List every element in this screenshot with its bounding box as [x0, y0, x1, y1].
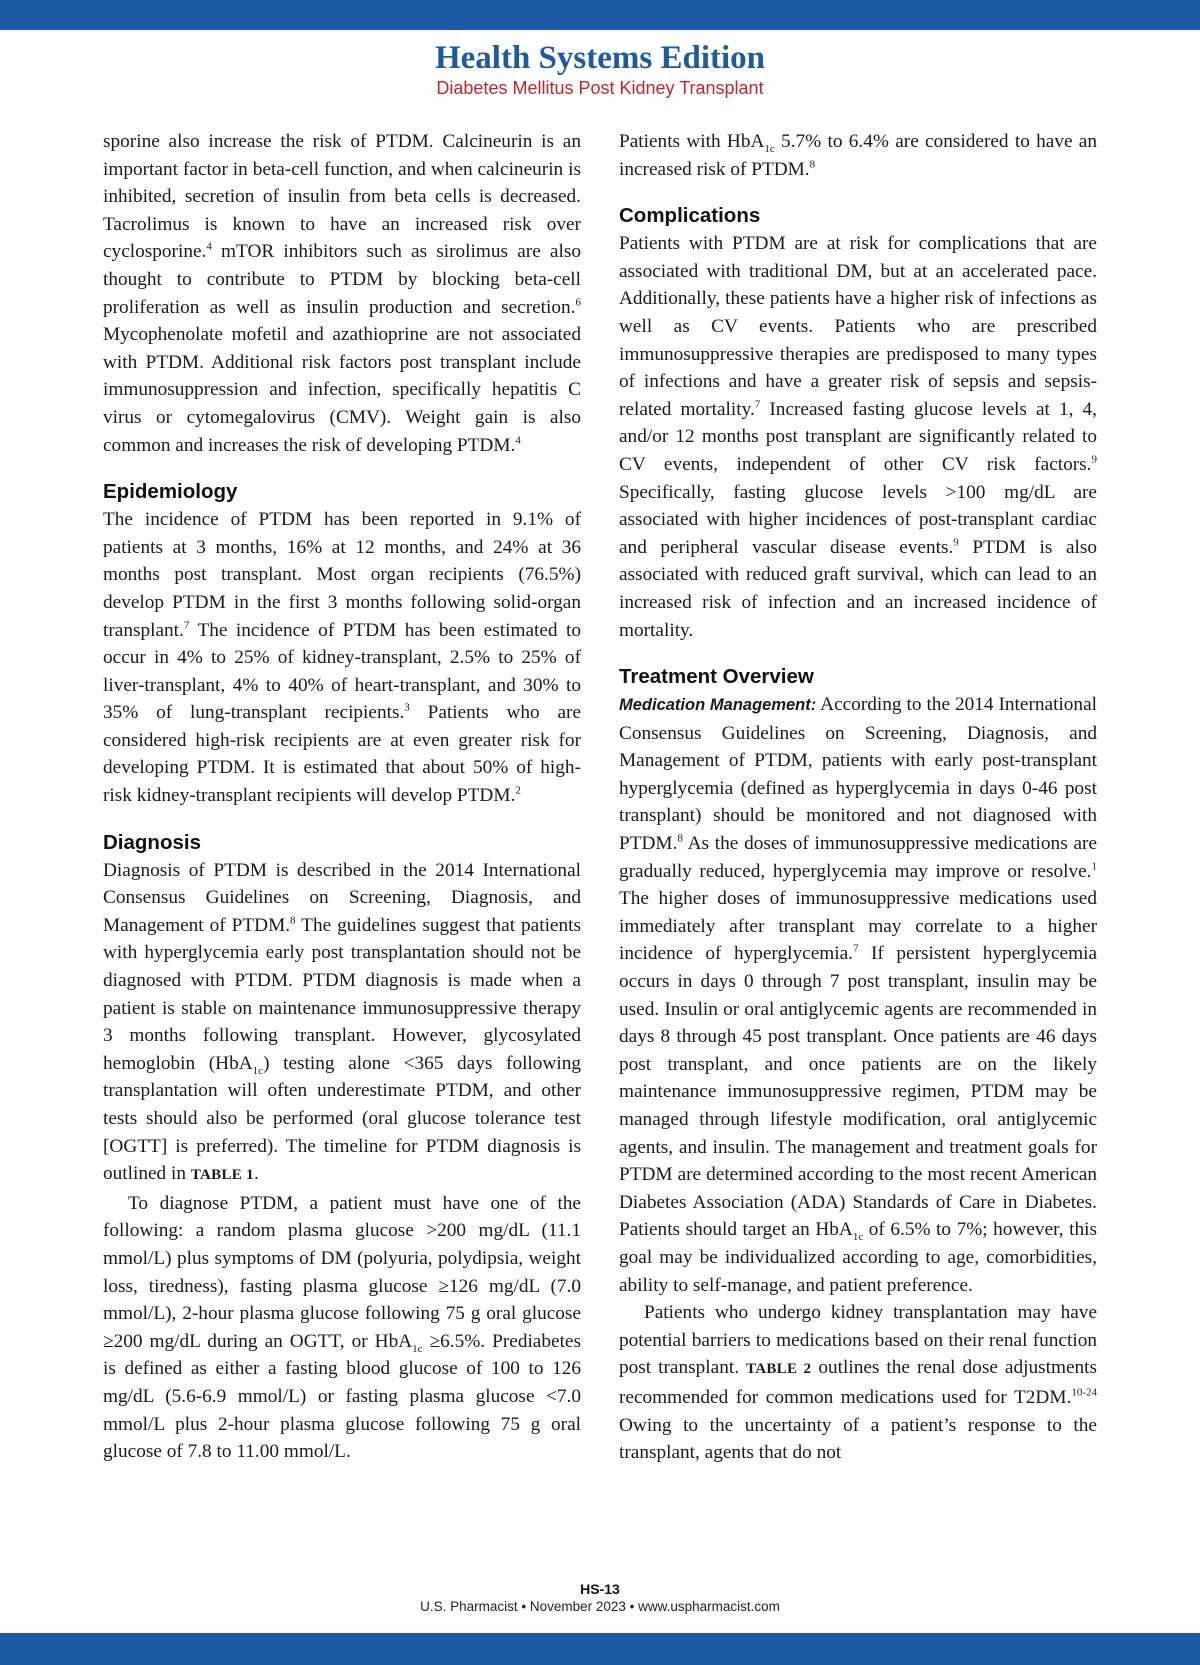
left-column [103, 128, 581, 1466]
right-column [619, 128, 1097, 1467]
masthead [0, 40, 1200, 100]
table-1-reference: TABLE 1 [190, 1167, 254, 1184]
table-2-reference: TABLE 2 [746, 1361, 812, 1378]
heading-treatment-overview: Treatment Overview [619, 665, 814, 689]
paragraph-complications: Patients with PTDM are at risk for complications that are associated with traditional DM, but at an accelerated pace. Additionally, these patients have a higher risk of infections as well as CV events. Patients who are prescribed immunosuppressive therapies are predisposed to many types of infections and have a greater risk of sepsis and sepsis-related mortality.$^7$ Increased fasting glucose levels at 1, 4, and/or 12 months post transplant are significantly related to CV events, independent of other CV risk factors.$^9$ Specifically, fasting glucose levels >100 mg/dL are associated with higher incidences of post-transplant cardiac and peripheral vascular disease events.$^9$ PTDM is also associated with reduced graft survival, which can lead to an increased risk of infection and an increased incidence of mortality. [619, 233, 1098, 641]
paragraph-medication-management: Medication Management: According to the 2014 International Consensus Guidelines on Screening, Diagnosis, and Management of PTDM, patients with early post-transplant hyperglycemia (defined as hyperglycemia in days 0-46 post transplant) should be monitored and not diagnosed with PTDM.$^8$ As the doses of immunosuppressive medications are gradually reduced, hyperglycemia may improve or resolve.$^1$ The higher doses of immunosuppressive medications used immediately after transplant may correlate to a higher incidence of hyperglycemia.$^7$ If persistent hyperglycemia occurs in days 0 through 7 post transplant, insulin may be used. Insulin or oral antiglycemic agents are recommended in days 8 through 45 post transplant. Once patients are 46 days post transplant, and once patients are on the likely maintenance immunosuppressive regimen, PTDM may be managed through lifestyle modification, oral antiglycemic agents, and insulin. The management and treatment goals for PTDM are determined according to the most recent American Diabetes Association (ADA) Standards of Care in Diabetes. Patients should target an HbA$_{1c}$ of 6.5% to 7%; however, this goal may be individualized according to age, comorbidities, ability to self-manage, and patient preference. [619, 694, 1097, 1296]
paragraph-diagnostic-criteria: To diagnose PTDM, a patient must have one of the following: a random plasma glucose >200 mg/dL (11.1 mmol/L) plus symptoms of DM (polyuria, polydipsia, weight loss, tiredness), fasting plasma glucose ≥126 mg/dL (7.0 mmol/L), 2-hour plasma glucose following 75 g oral glucose ≥200 mg/dL during an OGTT, or HbA$_{1c}$ ≥6.5%. Prediabetes is defined as either a fasting blood glucose of 100 to 126 mg/dL (5.6-6.9 mmol/L) or fasting plasma glucose <7.0 mmol/L plus 2-hour plasma glucose following 75 g oral glucose of 7.8 to 11.00 mmol/L. [103, 1192, 581, 1463]
paragraph-epidemiology: The incidence of PTDM has been reported in 9.1% of patients at 3 months, 16% at 12 months, and 24% at 36 months post transplant. Most organ recipients (76.5%) develop PTDM in the first 3 months following solid-organ transplant.$^7$ The incidence of PTDM has been estimated to occur in 4% to 25% of kidney-transplant, 2.5% to 25% of liver-transplant, 4% to 40% of heart-transplant, and 30% to 35% of lung-transplant recipients.$^3$ Patients who are considered high-risk recipients are at even greater risk for developing PTDM. It is estimated that about 50% of high-risk kidney-transplant recipients will develop PTDM.$^2$ [103, 509, 581, 807]
heading-complications: Complications [619, 204, 761, 228]
paragraph-diagnosis: Diagnosis of PTDM is described in the 2014 International Consensus Guidelines on Screening, Diagnosis, and Management of PTDM.$^8$ The guidelines suggest that patients with hyperglycemia early post transplantation should not be diagnosed with PTDM. PTDM diagnosis is made when a patient is stable on maintenance immunosuppressive therapy 3 months following transplant. However, glycosylated hemoglobin (HbA$_{1c}$) testing alone <365 days following transplantation will often underestimate PTDM, and other tests should also be performed (oral glucose tolerance test [OGTT] is preferred). The timeline for PTDM diagnosis is outlined in TABLE 1. [103, 859, 581, 1185]
page-number: HS-13 [580, 1581, 620, 1597]
top-color-bar [0, 0, 1200, 30]
heading-epidemiology: Epidemiology [103, 480, 238, 504]
paragraph-prediabetes-risk: Patients with HbA$_{1c}$ 5.7% to 6.4% are considered to have an increased risk of PTDM.$^8$ [619, 131, 1097, 180]
page-footer [0, 1580, 1200, 1616]
runin-medication-management: Medication Management: [619, 696, 817, 715]
article-subtitle: Diabetes Mellitus Post Kidney Transplant [436, 78, 764, 98]
footer-publication-line: U.S. Pharmacist • November 2023 • www.uspharmacist.com [420, 1599, 780, 1614]
paragraph-renal-barriers: Patients who undergo kidney transplantation may have potential barriers to medications based on their renal function post transplant. TABLE 2 outlines the renal dose adjustments recommended for common medications used for T2DM.$^{10-24}$ Owing to the uncertainty of a patient’s response to the transplant, agents that do not [619, 1302, 1098, 1464]
paragraph-risk-factors: sporine also increase the risk of PTDM. Calcineurin is an important factor in beta-cell function, and when calcineurin is inhibited, secretion of insulin from beta cells is decreased. Tacrolimus is known to have an increased risk over cyclosporine.$^4$ mTOR inhibitors such as sirolimus are also thought to contribute to PTDM by blocking beta-cell proliferation as well as insulin production and secretion.$^6$ Mycophenolate mofetil and azathioprine are not associated with PTDM. Additional risk factors post transplant include immunosuppression and infection, specifically hepatitis C virus or cytomegalovirus (CMV). Weight gain is also common and increases the risk of developing PTDM.$^4$ [103, 131, 581, 456]
heading-diagnosis: Diagnosis [103, 830, 201, 854]
bottom-color-bar [0, 1633, 1200, 1665]
edition-title: Health Systems Edition [434, 40, 766, 76]
